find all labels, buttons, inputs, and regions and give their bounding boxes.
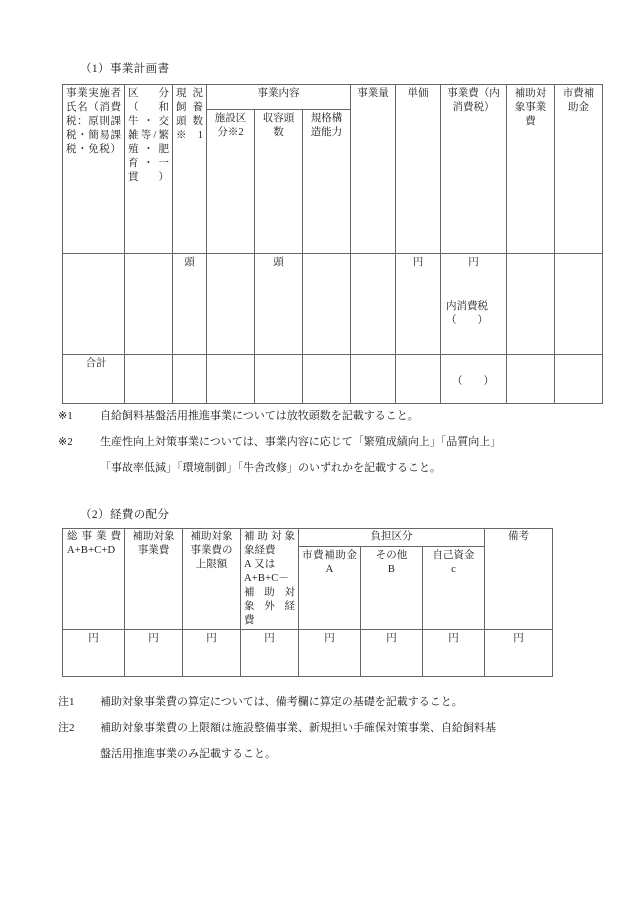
cell-other-value[interactable]: 円 bbox=[361, 630, 423, 677]
cell-total-business-volume[interactable] bbox=[351, 355, 396, 404]
cell-operator-name[interactable] bbox=[63, 254, 125, 355]
cell-total-unit-price[interactable] bbox=[396, 355, 441, 404]
header-cell-subsidy-target-expense: 補助対象 象経費 A 又は A+B+C－ 補助対 象外経 費 bbox=[241, 529, 299, 630]
header-cell-operator-name: 事業実施者氏名（消費税：原則課税・簡易課税・免税） bbox=[63, 85, 125, 254]
cost-note-2-continued bbox=[58, 746, 276, 763]
note-1 bbox=[58, 408, 419, 425]
note-2-continued-text: 「事故率低減」「環境制御」「牛舎改修」のいずれかを記載すること。 bbox=[100, 462, 441, 474]
cell-total-included-tax-value[interactable]: （ ） bbox=[441, 355, 507, 404]
header-cell-spec-structure-capacity: 規格構造能力 bbox=[303, 110, 351, 254]
cell-category[interactable] bbox=[125, 254, 173, 355]
note-2-continued bbox=[58, 460, 441, 477]
cell-included-tax-label: 内消費税 bbox=[446, 301, 489, 313]
cell-facility-category[interactable] bbox=[207, 254, 255, 355]
cell-total-label: 合計 bbox=[63, 355, 125, 404]
header-cell-own-funds-c: 自己資金 c bbox=[423, 547, 485, 630]
cell-total-current-head-count[interactable] bbox=[173, 355, 207, 404]
header-cell-business-volume: 事業量 bbox=[351, 85, 396, 254]
cell-city-subsidy[interactable] bbox=[555, 254, 603, 355]
cell-total-facility-category[interactable] bbox=[207, 355, 255, 404]
header-cell-remarks: 備考 bbox=[485, 529, 553, 630]
header-cell-current-head-count: 現況飼養頭数※1 bbox=[173, 85, 207, 254]
note-1-text: 自給飼料基盤活用推進事業については放牧頭数を記載すること。 bbox=[100, 410, 419, 422]
header-cell-subsidy-target-business-cost: 補助対象事業費 bbox=[125, 529, 183, 630]
cell-total-spec-structure[interactable] bbox=[303, 355, 351, 404]
cell-business-volume[interactable] bbox=[351, 254, 396, 355]
cost-note-1-marker: 注1 bbox=[58, 696, 75, 708]
cell-spec-structure-capacity[interactable] bbox=[303, 254, 351, 355]
cell-total-business-cost-value[interactable]: 円 bbox=[63, 630, 125, 677]
section-1-title: （1）事業計画書 bbox=[80, 63, 170, 75]
cell-included-tax-value[interactable]: （ ） bbox=[446, 315, 489, 327]
cell-own-funds-value[interactable]: 円 bbox=[423, 630, 485, 677]
note-2 bbox=[58, 434, 501, 451]
cell-unit-price[interactable]: 円 bbox=[396, 254, 441, 355]
cost-note-2 bbox=[58, 720, 496, 737]
table2-header-row-group bbox=[63, 529, 553, 547]
cell-current-head-count[interactable]: 頭 bbox=[173, 254, 207, 355]
cell-subsidy-target-business-cost-value[interactable]: 円 bbox=[125, 630, 183, 677]
header-cell-business-cost: 事業費（内消費税） bbox=[441, 85, 507, 254]
header-cell-other-b: その他 B bbox=[361, 547, 423, 630]
cell-remarks-value[interactable]: 円 bbox=[485, 630, 553, 677]
section-2-title: （2）経費の配分 bbox=[80, 509, 170, 521]
header-cell-capacity-head-count: 収容頭数 bbox=[255, 110, 303, 254]
cell-total-capacity-head-count[interactable] bbox=[255, 355, 303, 404]
table-row bbox=[63, 254, 603, 355]
header-cell-subsidy-target-cost: 補助対象事業費 bbox=[507, 85, 555, 254]
business-plan-table bbox=[62, 84, 603, 404]
header-cell-city-subsidy-a: 市費補助金 A bbox=[299, 547, 361, 630]
cost-note-2-continued-text: 盤活用推進事業のみ記載すること。 bbox=[100, 748, 276, 760]
header-cell-unit-price: 単価 bbox=[396, 85, 441, 254]
cell-subsidy-target-expense-value[interactable]: 円 bbox=[241, 630, 299, 677]
header-cell-subsidy-target-cost-limit: 補助対象事業費の上限額 bbox=[183, 529, 241, 630]
cell-city-subsidy-value[interactable]: 円 bbox=[299, 630, 361, 677]
header-cell-business-content-group: 事業内容 bbox=[207, 85, 351, 110]
header-cell-burden-category-group: 負担区分 bbox=[299, 529, 485, 547]
cell-total-subsidy-target-cost[interactable] bbox=[507, 355, 555, 404]
header-cell-city-subsidy: 市費補助金 bbox=[555, 85, 603, 254]
cost-allocation-table bbox=[62, 528, 553, 677]
cell-total-category[interactable] bbox=[125, 355, 173, 404]
note-2-marker: ※2 bbox=[58, 436, 73, 448]
cost-note-2-marker: 注2 bbox=[58, 722, 75, 734]
cell-subsidy-target-cost-limit-value[interactable]: 円 bbox=[183, 630, 241, 677]
cost-note-1-text: 補助対象事業費の算定については、備考欄に算定の基礎を記載すること。 bbox=[100, 696, 463, 708]
cell-subsidy-target-cost[interactable] bbox=[507, 254, 555, 355]
cell-capacity-head-count[interactable]: 頭 bbox=[255, 254, 303, 355]
header-cell-category: 区分（和牛・交雑等/繁殖・肥育・一貫） bbox=[125, 85, 173, 254]
table2-money-row bbox=[63, 630, 553, 677]
cell-total-city-subsidy[interactable] bbox=[555, 355, 603, 404]
header-cell-total-business-cost: 総事業費 A+B+C+D bbox=[63, 529, 125, 630]
cost-note-1 bbox=[58, 694, 463, 711]
cell-business-cost[interactable]: 円 内消費税 （ ） bbox=[441, 254, 507, 355]
table-row-total bbox=[63, 355, 603, 404]
header-cell-facility-category: 施設区分※2 bbox=[207, 110, 255, 254]
cost-note-2-text: 補助対象事業費の上限額は施設整備事業、新規担い手確保対策事業、自給飼料基 bbox=[100, 722, 496, 734]
note-1-marker: ※1 bbox=[58, 410, 73, 422]
table-header-row-group bbox=[63, 85, 603, 110]
note-2-text: 生産性向上対策事業については、事業内容に応じて「繁殖成績向上」「品質向上」 bbox=[100, 436, 502, 448]
